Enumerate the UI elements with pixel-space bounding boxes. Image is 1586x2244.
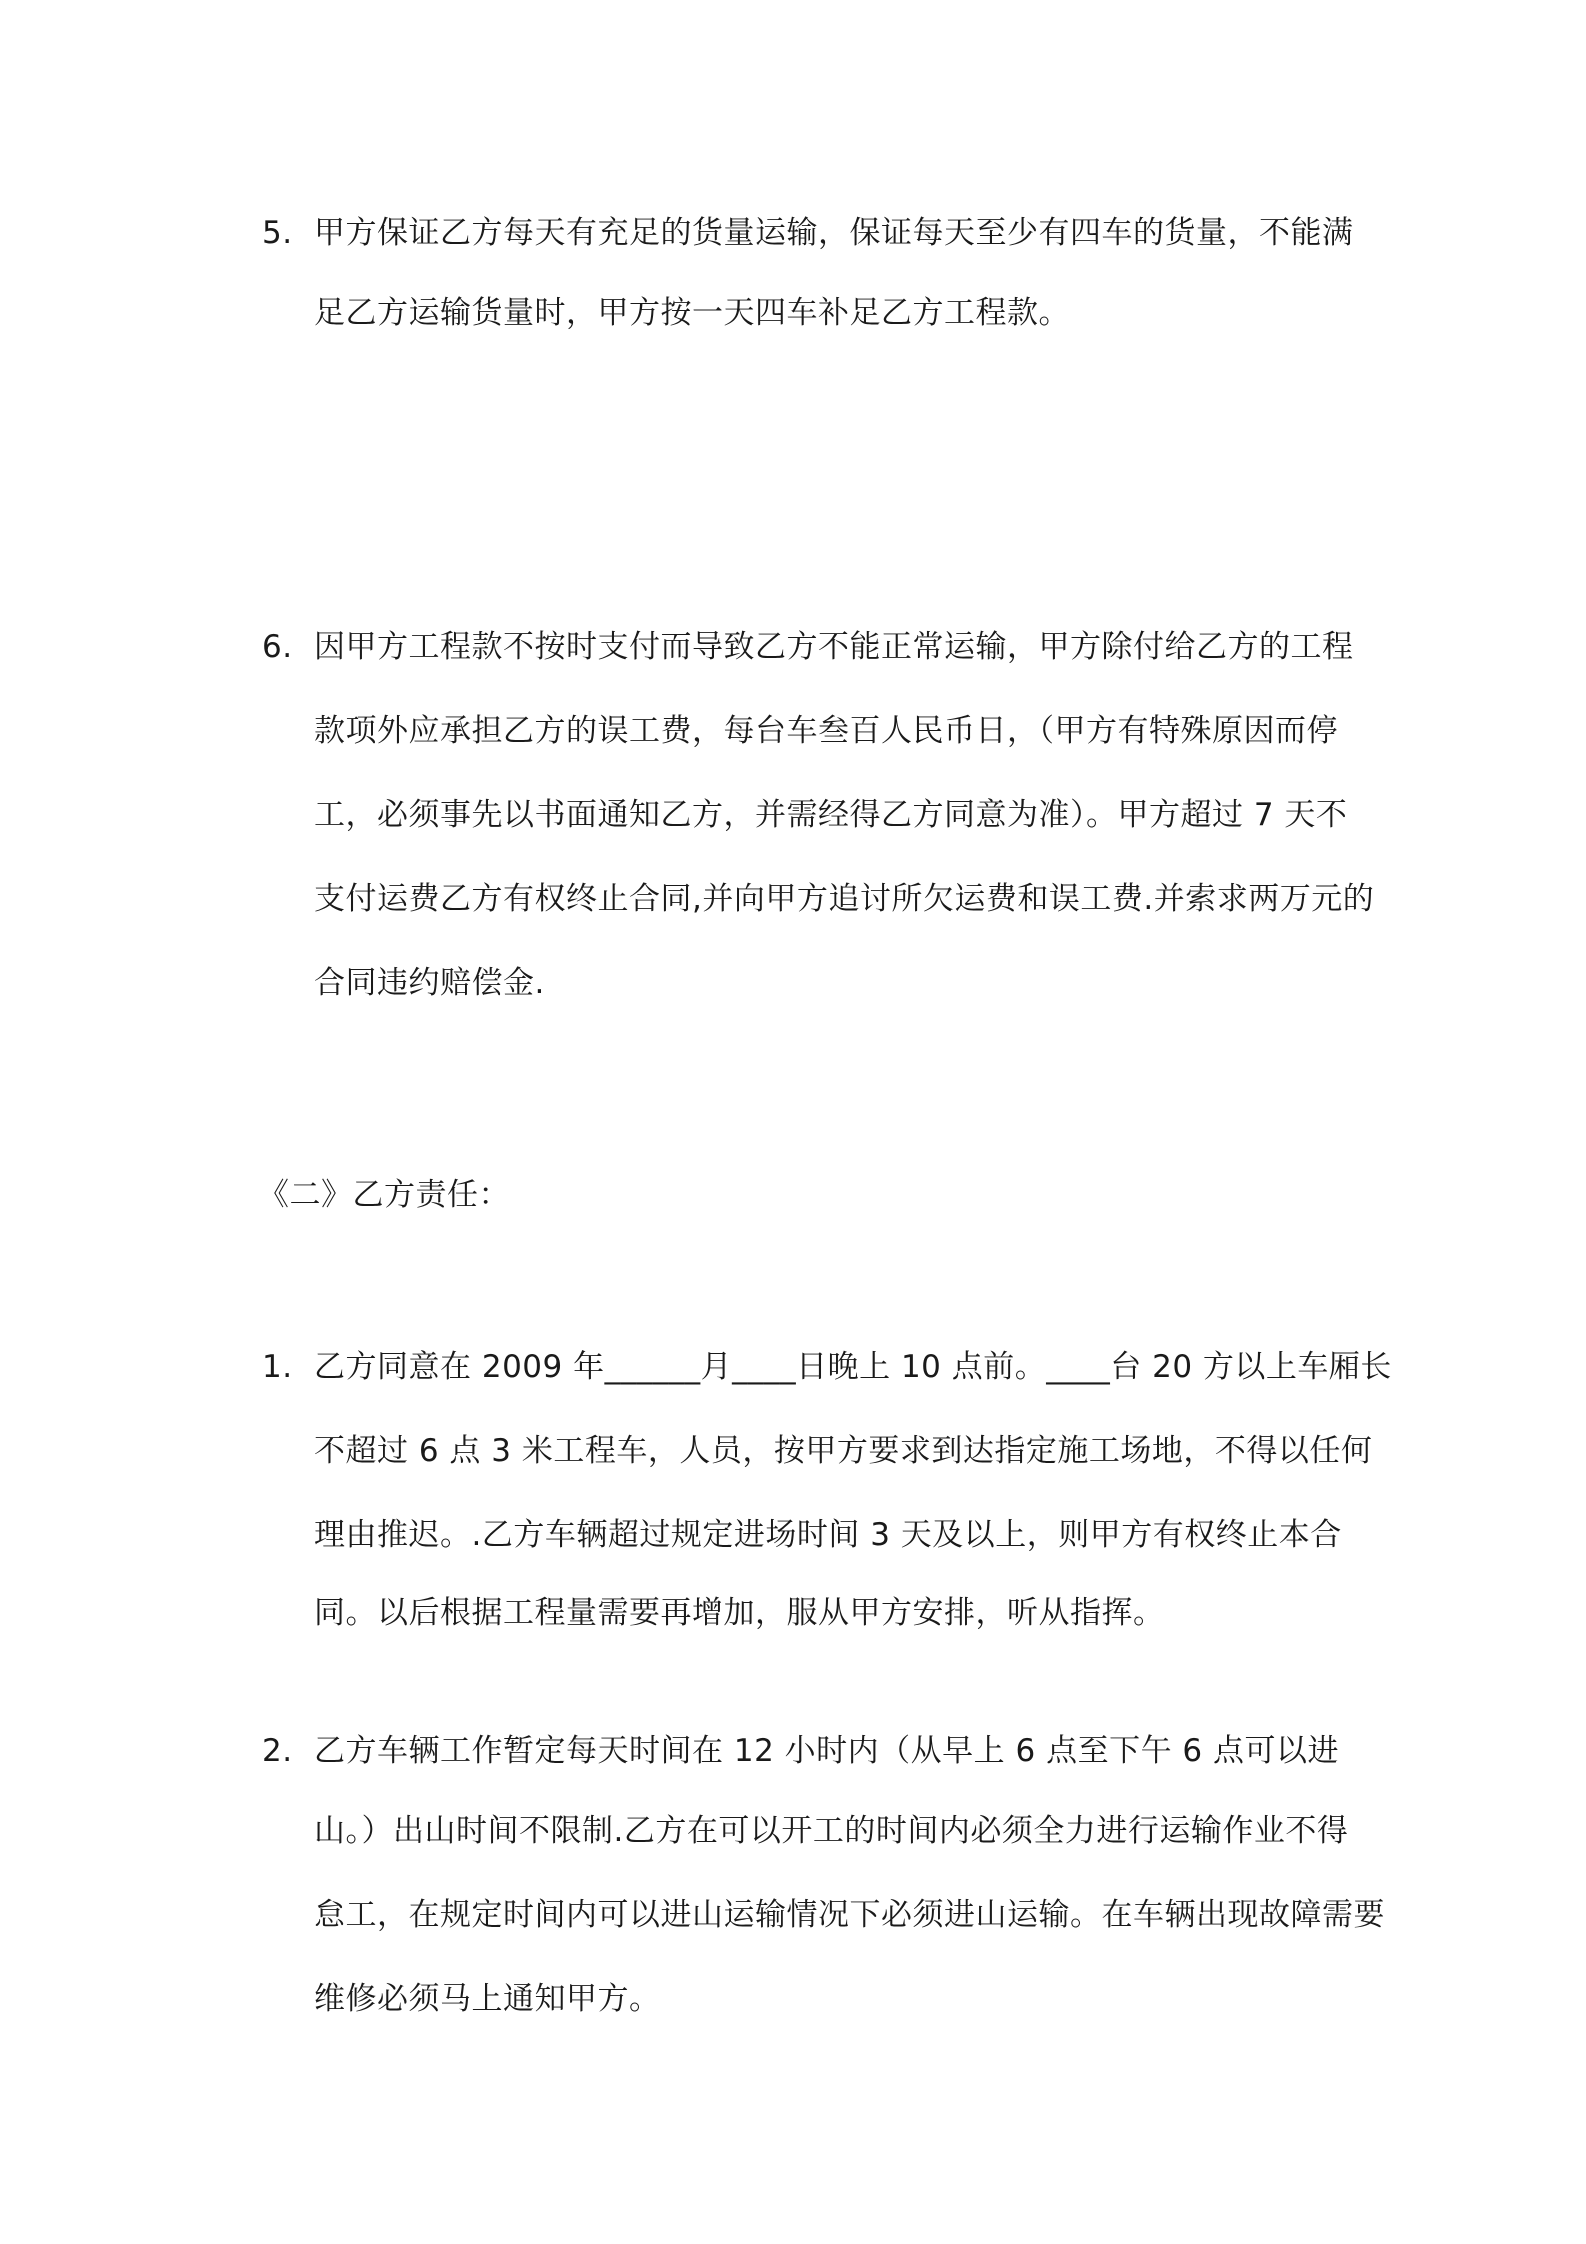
clause-b2-text-1: 乙方车辆工作暂定每天时间在 12 小时内（从早上 6 点至下午 6 点可以进 (314, 1733, 1340, 1769)
clause-6-line-5: 合同违约赔偿金. (314, 965, 545, 1001)
clause-5-line-2: 足乙方运输货量时，甲方按一天四车补足乙方工程款。 (314, 295, 1070, 331)
clause-b1-line-3: 理由推迟。.乙方车辆超过规定进场时间 3 天及以上，则甲方有权终止本合 (314, 1517, 1342, 1553)
clause-b2-line-2: 山。）出山时间不限制.乙方在可以开工的时间内必须全力进行运输作业不得 (314, 1813, 1349, 1849)
clause-b1-text-1: 乙方同意在 2009 年______月____日晚上 10 点前。____台 20 方以上车厢长 (314, 1349, 1392, 1385)
clause-6-line-1 (262, 629, 1354, 665)
clause-6-text-1: 因甲方工程款不按时支付而导致乙方不能正常运输，甲方除付给乙方的工程 (314, 629, 1354, 665)
section-2-heading: 《二》乙方责任： (258, 1177, 510, 1213)
clause-6-line-2: 款项外应承担乙方的误工费，每台车叁百人民币日，（甲方有特殊原因而停 (314, 713, 1338, 749)
clause-b1-line-1 (262, 1349, 1392, 1385)
clause-b2-number: 2. (262, 1733, 293, 1769)
clause-5-line-1 (262, 215, 1354, 251)
clause-b1-line-4: 同。以后根据工程量需要再增加，服从甲方安排，听从指挥。 (314, 1595, 1165, 1631)
clause-b1-line-2: 不超过 6 点 3 米工程车，人员，按甲方要求到达指定施工场地，不得以任何 (314, 1433, 1373, 1469)
clause-5-text-1: 甲方保证乙方每天有充足的货量运输，保证每天至少有四车的货量，不能满 (314, 215, 1354, 251)
clause-5-number: 5. (262, 215, 293, 251)
clause-b2-line-1 (262, 1733, 1340, 1769)
clause-6-line-3: 工，必须事先以书面通知乙方，并需经得乙方同意为准）。甲方超过 7 天不 (314, 797, 1348, 833)
clause-b1-number: 1. (262, 1349, 293, 1385)
clause-6-number: 6. (262, 629, 293, 665)
clause-b2-line-4: 维修必须马上通知甲方。 (314, 1981, 661, 2017)
clause-b2-line-3: 怠工，在规定时间内可以进山运输情况下必须进山运输。在车辆出现故障需要 (314, 1897, 1385, 1933)
clause-6-line-4: 支付运费乙方有权终止合同,并向甲方追讨所欠运费和误工费.并索求两万元的 (314, 881, 1375, 917)
